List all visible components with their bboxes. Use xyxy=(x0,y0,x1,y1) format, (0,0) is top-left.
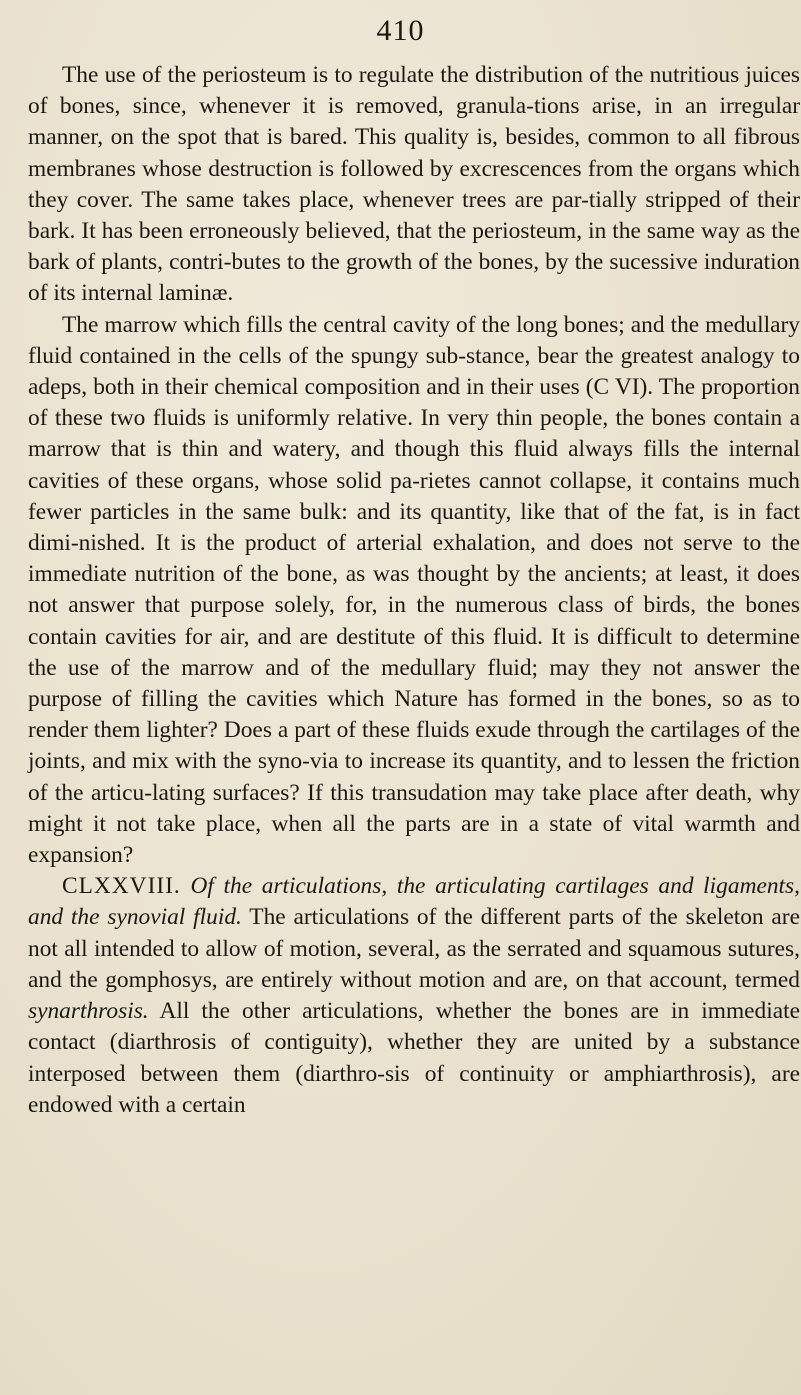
paragraph-periosteum: The use of the periosteum is to regulate the distribution of the nutritious juices of bones, since, whenever it is removed, granula-tions arise, in an irregular manner, on the spot that is bared. This quality is, besides, common to all fibrous membranes whose destruction is followed by excrescences from the organs which they cover. The same takes place, whenever trees are par-tially stripped of their bark. It has been erroneously believed, that the periosteum, in the same way as the bark of plants, contri-butes to the growth of the bones, by the sucessive induration of its internal laminæ. xyxy=(28,62,800,307)
section-heading: Of the articulations, the articulating cartilages and ligaments, and the synovial fluid. xyxy=(28,873,800,931)
body-text xyxy=(28,60,800,1121)
section-text-continued: All the other articulations, whether the bones are in immediate contact (diarthrosis of contiguity), whether they are united by a substance interposed between them (diarthro-sis of continuity or amphiarthrosis), are endowed with a certain xyxy=(28,998,800,1118)
section-text: The articulations of the different parts of the skeleton are not all intended to allow of motion, several, as the serrated and squamous sutures, and the gomphosys, are entirely without motion and are, on that account, termed xyxy=(28,904,800,993)
section-number: CLXXVIII. xyxy=(62,873,181,900)
paragraph-marrow: The marrow which fills the central cavity of the long bones; and the medullary fluid contained in the cells of the spungy sub-stance, bear the greatest analogy to adeps, both in their chemical composition and in their uses (C VI). The proportion of these two fluids is uniformly relative. In very thin people, the bones contain a marrow that is thin and watery, and though this fluid always fills the internal cavities of these organs, whose solid pa-rietes cannot collapse, it contains much fewer particles in the same bulk: and its quantity, like that of the fat, is in fact dimi-nished. It is the product of arterial exhalation, and does not serve to the immediate nutrition of the bone, as was thought by the ancients; at least, it does not answer that purpose solely, for, in the numerous class of birds, the bones contain cavities for air, and are destitute of this fluid. It is difficult to determine the use of the marrow and of the medullary fluid; may they not answer the purpose of filling the cavities which Nature has formed in the bones, so as to render them lighter? Does a part of these fluids exude through the cartilages of the joints, and mix with the syno-via to increase its quantity, and to lessen the friction of the articu-lating surfaces? If this transudation may take place after death, why might it not take place, when all the parts are in a state of vital warmth and expansion? xyxy=(28,311,800,869)
term-synarthrosis: synarthrosis. xyxy=(28,998,149,1025)
page-number: 410 xyxy=(376,14,425,47)
paragraph-articulations xyxy=(28,871,800,1121)
